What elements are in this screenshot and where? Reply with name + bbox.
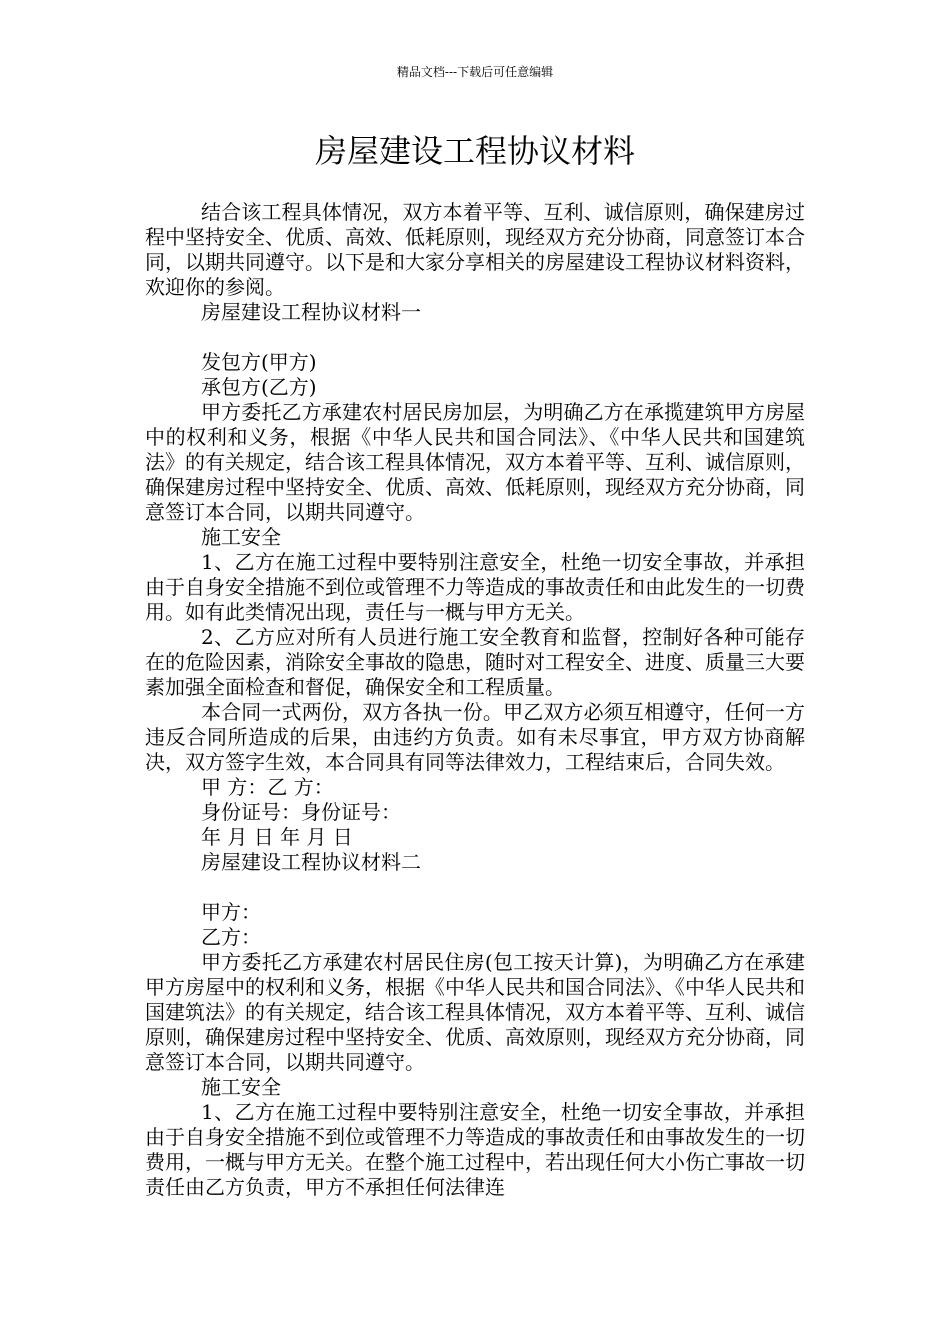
party-b-line: 乙方： bbox=[201, 925, 261, 949]
contract-terms-paragraph: 本合同一式两份，双方各执一份。甲乙双方必须互相遵守，任何一方违反合同所造成的后果，由违约方负责。如有未尽事宜，甲方双方协商解决，双方签字生效，本合同具有同等法律效力，工程结束后，合同失效。 bbox=[145, 700, 805, 774]
safety-clause-2: 2、乙方应对所有人员进行施工安全教育和监督，控制好各种可能存在的危险因素，消除安全事故的隐患，随时对工程安全、进度、质量三大要素加强全面检查和督促，确保安全和工程质量。 bbox=[145, 625, 805, 699]
party-a-line: 甲方： bbox=[201, 900, 261, 924]
safety-clause-1: 1、乙方在施工过程中要特别注意安全，杜绝一切安全事故，并承担由于自身安全措施不到位或管理不力等造成的事故责任和由事故发生的一切费用，一概与甲方无关。在整个施工过程中，若出现任何大小伤亡事故一切责任由乙方负责，甲方不承担任何法律连 bbox=[145, 1100, 805, 1199]
document-body bbox=[145, 200, 805, 1200]
blank-line bbox=[145, 325, 805, 350]
party-a-line: 发包方(甲方) bbox=[201, 350, 317, 374]
contract-preamble: 甲方委托乙方承建农村居民住房(包工按天计算)，为明确乙方在承建甲方房屋中的权利和义务，根据《中华人民共和国合同法》、《中华人民共和国建筑法》的有关规定，结合该工程具体情况，双方本着平等、互利、诚信原则，确保建房过程中坚持安全、优质、高效原则，现经双方充分协商，同意签订本合同，以期共同遵守。 bbox=[145, 950, 805, 1074]
safety-heading: 施工安全 bbox=[201, 525, 281, 549]
contract-preamble: 甲方委托乙方承建农村居民房加层，为明确乙方在承揽建筑甲方房屋中的权利和义务，根据《中华人民共和国合同法》、《中华人民共和国建筑法》的有关规定，结合该工程具体情况，双方本着平等、互利、诚信原则，确保建房过程中坚持安全、优质、高效、低耗原则，现经双方充分协商，同意签订本合同，以期共同遵守。 bbox=[145, 400, 805, 524]
document-title: 房屋建设工程协议材料 bbox=[314, 132, 635, 170]
page-header-note: 精品文档---下载后可任意编辑 bbox=[396, 65, 554, 79]
signature-id-line: 身份证号：身份证号： bbox=[201, 800, 401, 824]
intro-paragraph: 结合该工程具体情况，双方本着平等、互利、诚信原则，确保建房过程中坚持安全、优质、高效、低耗原则，现经双方充分协商，同意签订本合同，以期共同遵守。以下是和大家分享相关的房屋建设工程协议材料资料，欢迎你的参阅。 bbox=[145, 200, 805, 299]
safety-clause-1: 1、乙方在施工过程中要特别注意安全，杜绝一切安全事故，并承担由于自身安全措施不到位或管理不力等造成的事故责任和由此发生的一切费用。如有此类情况出现，责任与一概与甲方无关。 bbox=[145, 550, 805, 624]
safety-heading: 施工安全 bbox=[201, 1075, 281, 1099]
signature-parties-line: 甲 方：乙 方： bbox=[201, 775, 334, 799]
signature-date-line: 年 月 日 年 月 日 bbox=[201, 825, 353, 849]
section-heading-one: 房屋建设工程协议材料一 bbox=[201, 300, 421, 324]
section-heading-two: 房屋建设工程协议材料二 bbox=[201, 850, 421, 874]
blank-line bbox=[145, 875, 805, 900]
party-b-line: 承包方(乙方) bbox=[201, 375, 317, 399]
